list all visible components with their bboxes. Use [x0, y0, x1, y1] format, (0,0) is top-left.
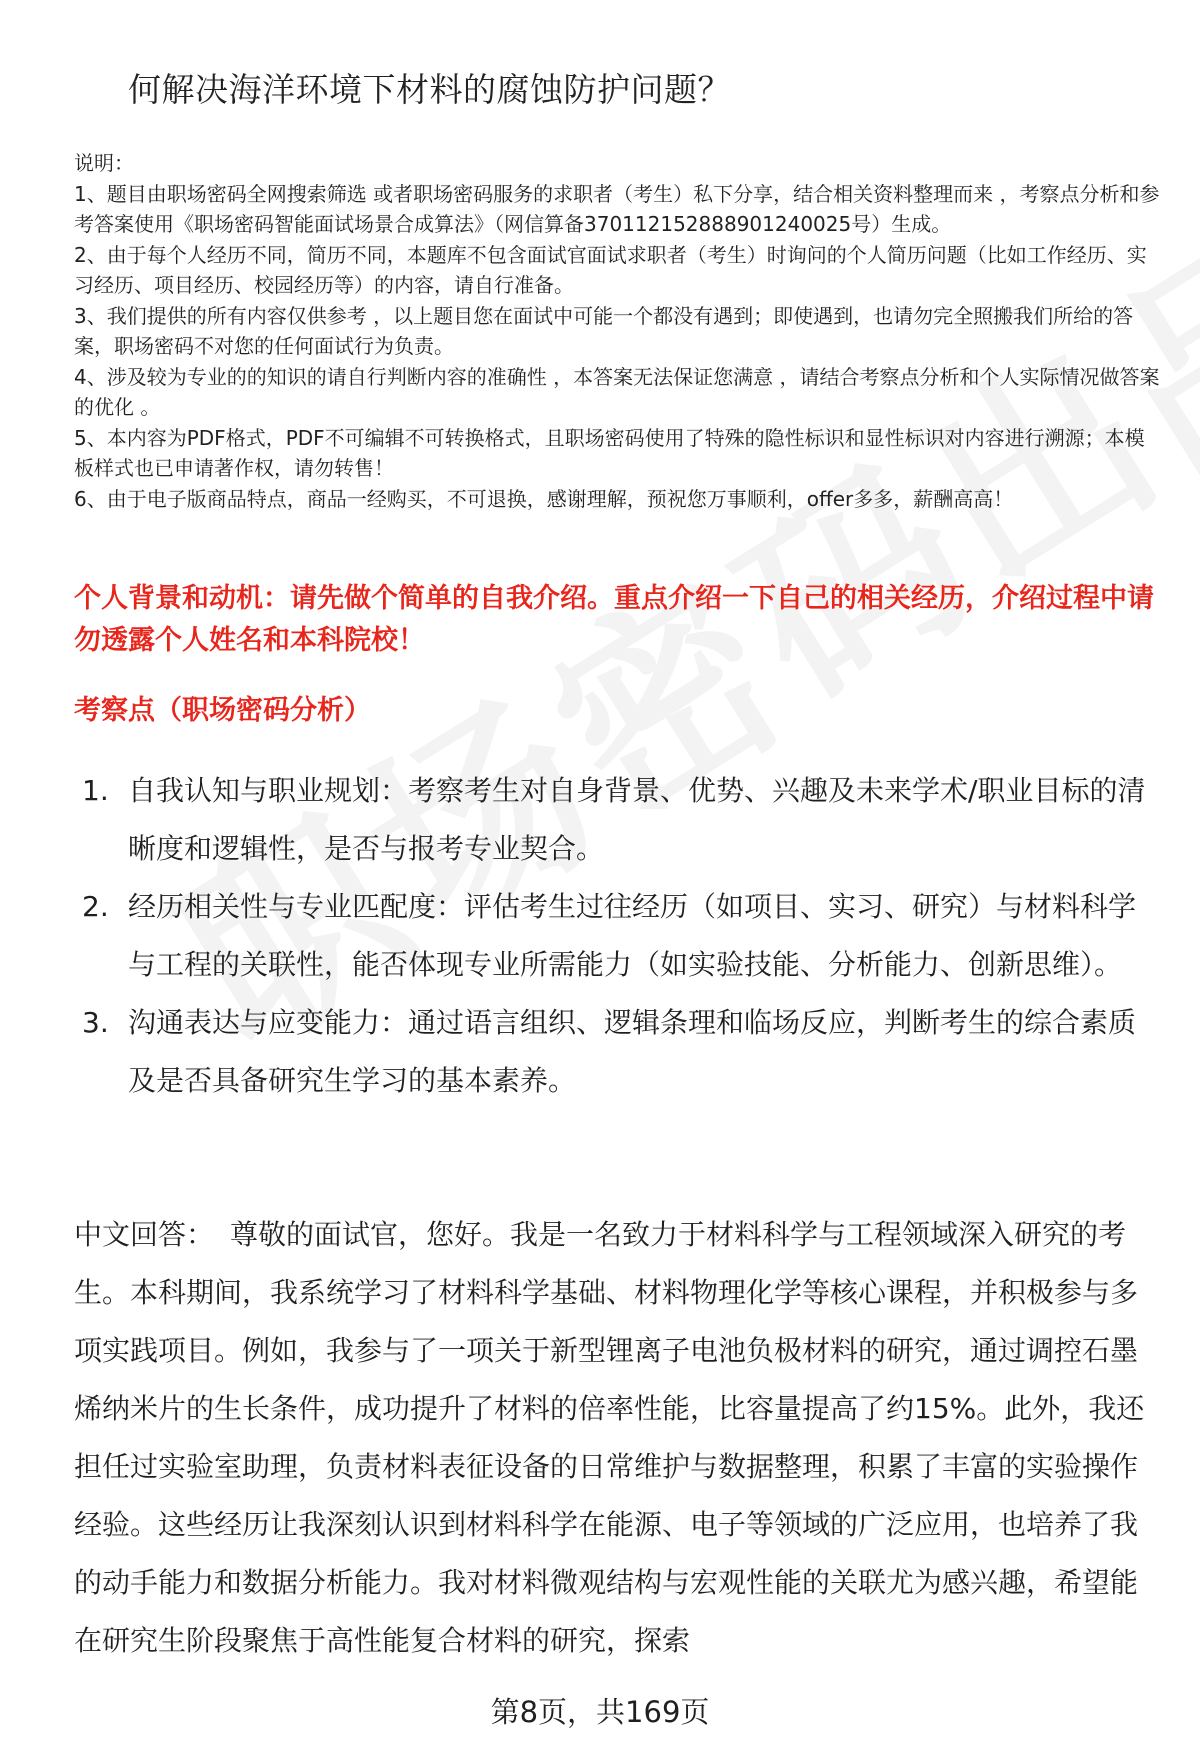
- page-number: 第8页，共169页: [490, 1695, 710, 1729]
- note-item: 4、涉及较为专业的的知识的请自行判断内容的准确性 ，本答案无法保证您满意 ，请结合考察点分析和个人实际情况做答案的优化 。: [74, 364, 1160, 419]
- note-item: 2、由于每个人经历不同，简历不同，本题库不包含面试官面试求职者（考生）时询问的个人简历问题（比如工作经历、实习经历、项目经历、校园经历等）的内容，请自行准备。: [74, 242, 1147, 297]
- list-item: [82, 878, 1162, 994]
- list-item-number: 2.: [82, 890, 109, 923]
- note-item: 3、我们提供的所有内容仅供参考 ，以上题目您在面试中可能一个都没有遇到；即使遇到，也请勿完全照搬我们所给的答案，职场密码不对您的任何面试行为负责。: [74, 303, 1134, 358]
- list-item-text: 经历相关性与专业匹配度：评估考生过往经历（如项目、实习、研究）与材料科学与工程的关联性，能否体现专业所需能力（如实验技能、分析能力、创新思维）。: [128, 890, 1137, 981]
- list-item-text: 自我认知与职业规划：考察考生对自身背景、优势、兴趣及未来学术/职业目标的清晰度和逻辑性，是否与报考专业契合。: [128, 774, 1146, 865]
- answer-label: 中文回答：: [74, 1218, 215, 1251]
- answer-text: 尊敬的面试官，您好。我是一名致力于材料科学与工程领域深入研究的考生。本科期间，我系统学习了材料科学基础、材料物理化学等核心课程，并积极参与多项实践项目。例如，我参与了一项关于新型锂离子电池负极材料的研究，通过调控石墨烯纳米片的生长条件，成功提升了材料的倍率性能，比容量提高了约15%。此外，我还担任过实验室助理，负责材料表征设备的日常维护与数据整理，积累了丰富的实验操作经验。这些经历让我深刻认识到材料科学在能源、电子等领域的广泛应用，也培养了我的动手能力和数据分析能力。我对材料微观结构与宏观性能的关联尤为感兴趣，希望能在研究生阶段聚焦于高性能复合材料的研究，探索: [74, 1218, 1145, 1657]
- key-points-heading: 考察点（职场密码分析）: [74, 695, 371, 726]
- note-item: 1、题目由职场密码全网搜索筛选 或者职场密码服务的求职者（考生）私下分享，结合相关资料整理而来 ，考察点分析和参考答案使用《职场密码智能面试场景合成算法》（网信算备370112152888901240025号）生成。: [74, 181, 1160, 236]
- notes-section: [74, 148, 1164, 514]
- list-item-number: 1.: [82, 774, 109, 807]
- list-item-number: 3.: [82, 1006, 109, 1039]
- list-item: [82, 994, 1162, 1110]
- page-title: 何解决海洋环境下材料的腐蚀防护问题？: [128, 70, 731, 109]
- note-item: 6、由于电子版商品特点，商品一经购买，不可退换，感谢理解，预祝您万事顺利，offer多多，薪酬高高！: [74, 486, 1014, 511]
- answer-paragraph: [74, 1206, 1164, 1670]
- question-heading: 个人背景和动机：请先做个简单的自我介绍。重点介绍一下自己的相关经历，介绍过程中请勿透露个人姓名和本科院校！: [74, 583, 1154, 656]
- list-item: [82, 762, 1162, 878]
- list-item-text: 沟通表达与应变能力：通过语言组织、逻辑条理和临场反应，判断考生的综合素质及是否具备研究生学习的基本素养。: [128, 1006, 1137, 1097]
- key-points-list: [82, 762, 1162, 1110]
- note-item: 5、本内容为PDF格式，PDF不可编辑不可转换格式，且职场密码使用了特殊的隐性标识和显性标识对内容进行溯源；本模板样式也已申请著作权，请勿转售！: [74, 425, 1145, 480]
- notes-heading: 说明：: [74, 151, 134, 175]
